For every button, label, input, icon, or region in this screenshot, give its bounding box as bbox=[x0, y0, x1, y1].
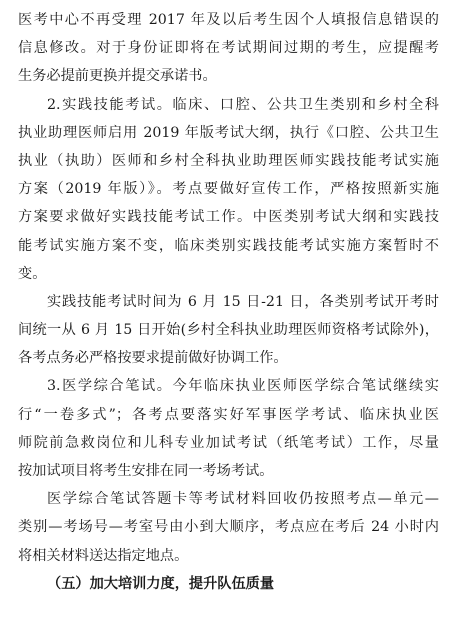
text-line: 医考中心不再受理 2017 年及以后考生因个人填报信息错误的 bbox=[18, 12, 439, 28]
text-line: 3.医学综合笔试。今年临床执业医师医学综合笔试继续实 bbox=[47, 378, 439, 395]
text-line: 执业助理医师启用 2019 年版考试大纲，执行《口腔、公共卫生 bbox=[18, 124, 439, 141]
text-line: 师院前急救岗位和儿科专业加试考试（纸笔考试）工作，尽量 bbox=[18, 434, 439, 451]
text-line: 实践技能考试时间为 6 月 15 日-21 日，各类别考试开考时 bbox=[47, 293, 439, 310]
paragraph-info-correction bbox=[18, 6, 439, 91]
text-line: 医学综合笔试答题卡等考试材料回收仍按照考点—单元— bbox=[47, 491, 439, 508]
text-line: 执业（执助）医师和乡村全科执业助理医师实践技能考试实施 bbox=[18, 152, 439, 169]
paragraph-practical-skills-exam bbox=[18, 91, 439, 288]
text-line: 变。 bbox=[18, 265, 47, 282]
text-line: 方案（2019 年版）》。考点要做好宣传工作，严格按照新实施 bbox=[18, 181, 439, 198]
text-line: 按加试项目将考生安排在同一考场考试。 bbox=[18, 463, 274, 479]
text-line: 类别—考场号—考室号由小到大顺序，考点应在考后 24 小时内 bbox=[18, 519, 439, 536]
text-line: 信息修改。对于身份证即将在考试期间过期的考生，应提醒考 bbox=[18, 40, 439, 57]
paragraph-practical-exam-schedule bbox=[18, 288, 439, 373]
text-line: 行“一卷多式”；各考点要落实好军事医学考试、临床执业医 bbox=[18, 406, 439, 423]
text-line: 生务必提前更换并提交承诺书。 bbox=[18, 68, 217, 85]
text-line: 将相关材料送达指定地点。 bbox=[18, 547, 189, 564]
text-line: 能考试实施方案不变，临床类别实践技能考试实施方案暂时不 bbox=[18, 237, 439, 254]
text-line: 间统一从 6 月 15 日开始(乡村全科执业助理医师资格考试除外)， bbox=[18, 322, 439, 339]
text-line: 各考点务必严格按要求提前做好协调工作。 bbox=[18, 350, 288, 367]
text-line: 方案要求做好实践技能考试工作。中医类别考试大纲和实践技 bbox=[18, 209, 439, 226]
paragraph-written-exam bbox=[18, 372, 439, 485]
paragraph-answer-sheet-collection bbox=[18, 485, 439, 570]
text-line: 2.实践技能考试。临床、口腔、公共卫生类别和乡村全科 bbox=[47, 96, 439, 113]
section-heading: （五）加大培训力度，提升队伍质量 bbox=[47, 575, 275, 592]
